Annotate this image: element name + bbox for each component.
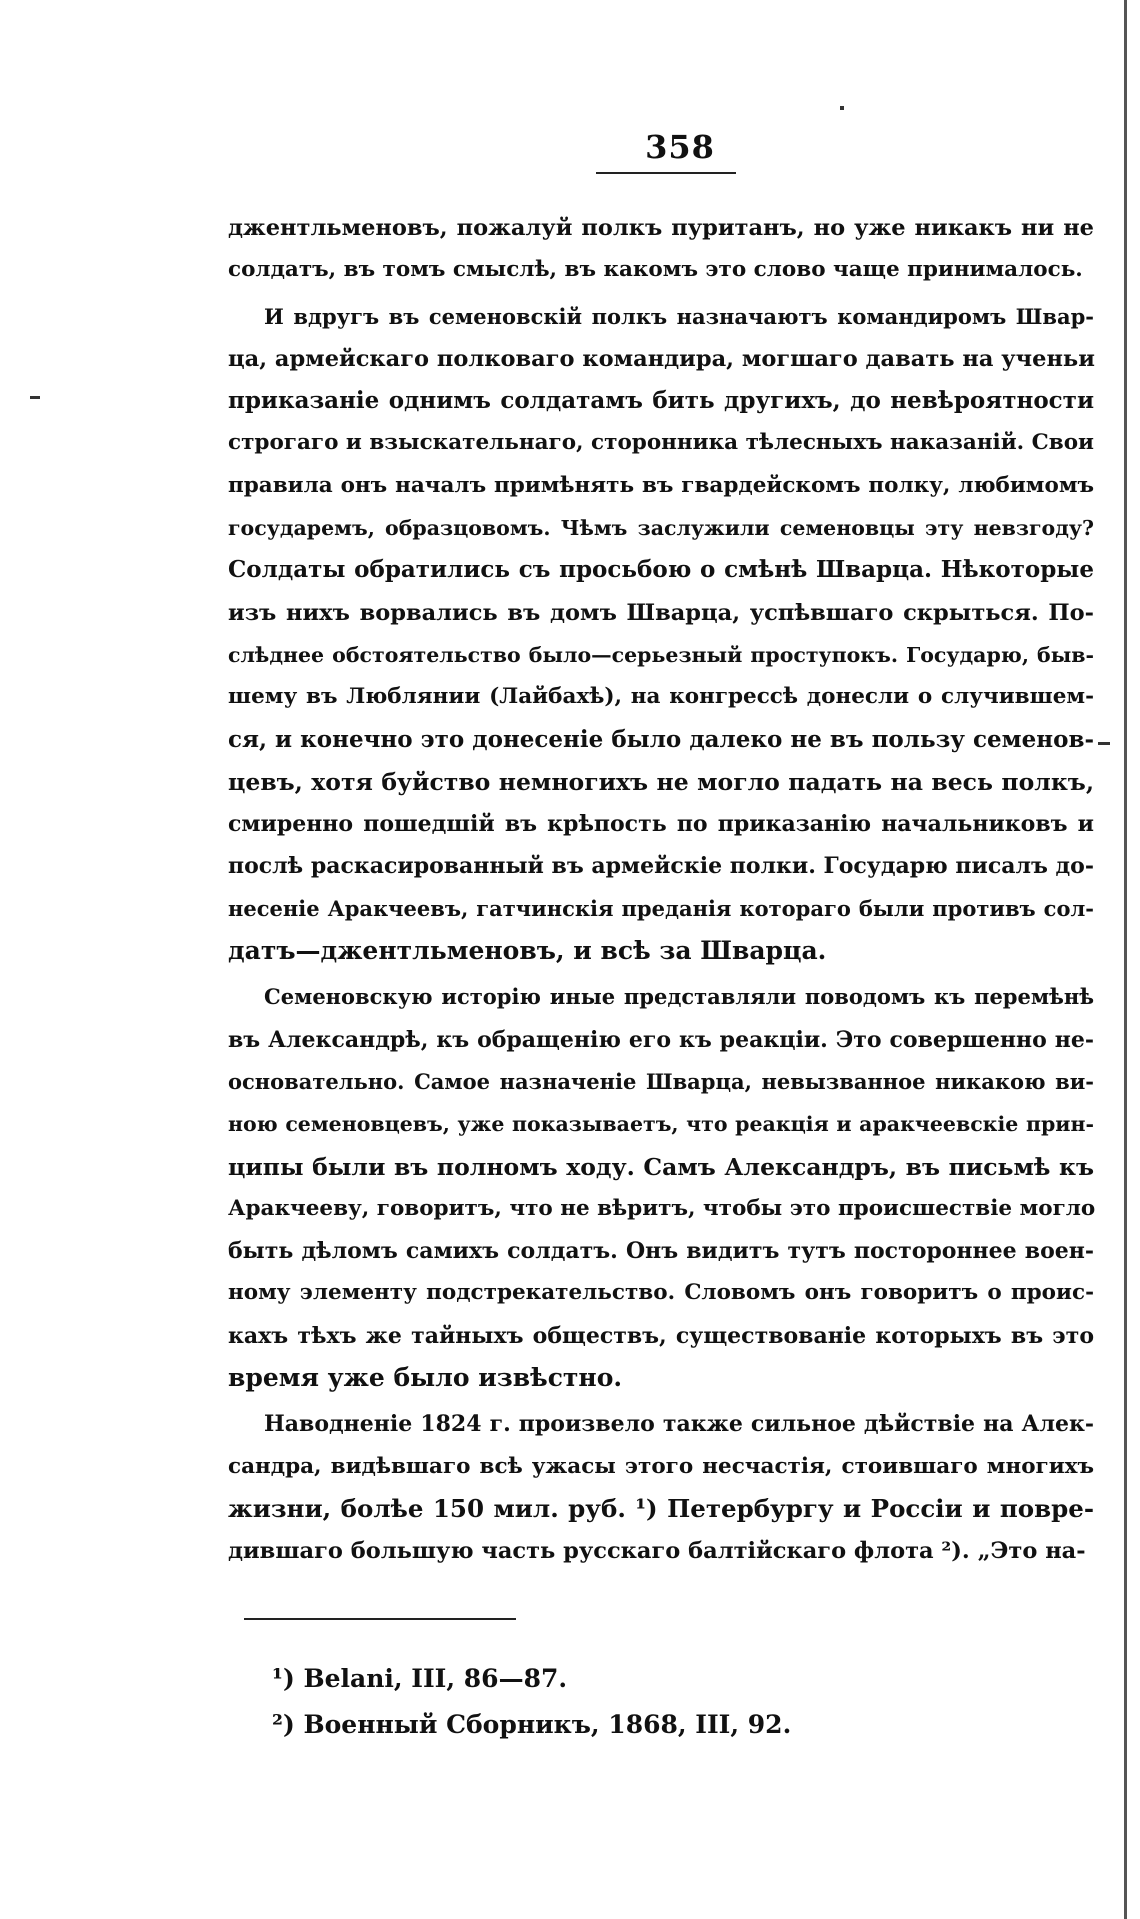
text-line: быть дѣломъ самихъ солдатъ. Онъ видитъ тутъ постороннее воен-	[228, 1238, 1094, 1265]
text-line: несеніе Аракчеевъ, гатчинскія преданія котораго были противъ сол-	[228, 895, 1094, 921]
text-line: Аракчееву, говоритъ, что не вѣритъ, чтобы это происшествіе могло	[228, 1195, 1096, 1221]
footnote: ¹) Belani, III, 86—87.	[272, 1664, 568, 1693]
text-line: солдатъ, въ томъ смыслѣ, въ какомъ это слово чаще принималось.	[228, 257, 1083, 283]
text-line: дившаго большую часть русскаго балтійскаго флота ²). „Это на-	[228, 1538, 1086, 1565]
text-line: строгаго и взыскательнаго, сторонника тѣлесныхъ наказаній. Свои	[228, 430, 1094, 456]
text-line: изъ нихъ ворвались въ домъ Шварца, успѣвшаго скрыться. По-	[228, 599, 1094, 626]
text-line: жизни, болѣе 150 мил. руб. ¹) Петербургу и Россіи и повре-	[228, 1493, 1094, 1523]
paragraph	[228, 207, 1094, 292]
text-line: ципы были въ полномъ ходу. Самъ Александръ, въ письмѣ къ	[228, 1152, 1094, 1181]
footnote: ²) Военный Сборникъ, 1868, III, 92.	[272, 1710, 792, 1739]
scan-mark	[840, 106, 844, 110]
scan-mark	[30, 396, 40, 399]
text-line: приказаніе однимъ солдатамъ бить другихъ, до невѣроятности	[228, 387, 1094, 415]
page-edge-shadow	[1124, 0, 1127, 1919]
text-line: основательно. Самое назначеніе Шварца, невызванное никакою ви-	[228, 1068, 1094, 1094]
text-line: Семеновскую исторію иные представляли поводомъ къ перемѣнѣ	[264, 984, 1094, 1010]
text-line: Солдаты обратились съ просьбою о смѣнѣ Шварца. Нѣкоторые	[228, 556, 1094, 584]
text-line: шему въ Люблянии (Лайбахѣ), на конгрессѣ донесли о случившем-	[228, 684, 1094, 710]
page-number: 358	[645, 128, 715, 166]
text-line: время уже было извѣстно.	[228, 1363, 623, 1393]
text-line: ся, и конечно это донесеніе было далеко не въ пользу семенов-	[228, 725, 1094, 753]
footnotes	[272, 1656, 972, 1748]
text-line: кахъ тѣхъ же тайныхъ обществъ, существованіе которыхъ въ это	[228, 1322, 1094, 1349]
text-line: ца, армейскаго полковаго командира, могшаго давать на ученьи	[228, 345, 1095, 372]
footnote-rule	[244, 1618, 516, 1620]
paragraph	[228, 1403, 1094, 1572]
text-line: послѣ раскасированный въ армейскіе полки. Государю писалъ до-	[228, 853, 1094, 880]
header-rule	[596, 172, 736, 174]
text-line: сандра, видѣвшаго всѣ ужасы этого несчастія, стоившаго многихъ	[228, 1453, 1094, 1479]
text-line: датъ—джентльменовъ, и всѣ за Шварца.	[228, 936, 827, 966]
text-line: ною семеновцевъ, уже показываетъ, что реакція и аракчеевскіе прин-	[228, 1112, 1094, 1137]
paragraph	[228, 976, 1094, 1399]
text-line: правила онъ началъ примѣнять въ гвардейскомъ полку, любимомъ	[228, 472, 1094, 498]
scan-mark	[1098, 742, 1110, 745]
text-line: джентльменовъ, пожалуй полкъ пуританъ, но уже никакъ ни не	[228, 215, 1094, 241]
text-line: И вдругъ въ семеновскій полкъ назначаютъ командиромъ Швар-	[264, 303, 1094, 329]
text-line: ному элементу подстрекательство. Словомъ онъ говоритъ о проис-	[228, 1280, 1094, 1306]
text-line: слѣднее обстоятельство было—серьезный проступокъ. Государю, быв-	[228, 642, 1094, 667]
text-line: государемъ, образцовомъ. Чѣмъ заслужили семеновцы эту невзгоду?	[228, 516, 1094, 541]
text-line: смиренно пошедшій въ крѣпость по приказанію начальниковъ и	[228, 811, 1094, 838]
body-text	[228, 207, 1094, 1573]
text-line: Наводненіе 1824 г. произвело также сильное дѣйствіе на Алек-	[264, 1411, 1094, 1438]
text-line: цевъ, хотя буйство немногихъ не могло падать на весь полкъ,	[228, 767, 1094, 796]
text-line: въ Александрѣ, къ обращенію его къ реакціи. Это совершенно не-	[228, 1026, 1094, 1053]
paragraph	[228, 296, 1094, 973]
